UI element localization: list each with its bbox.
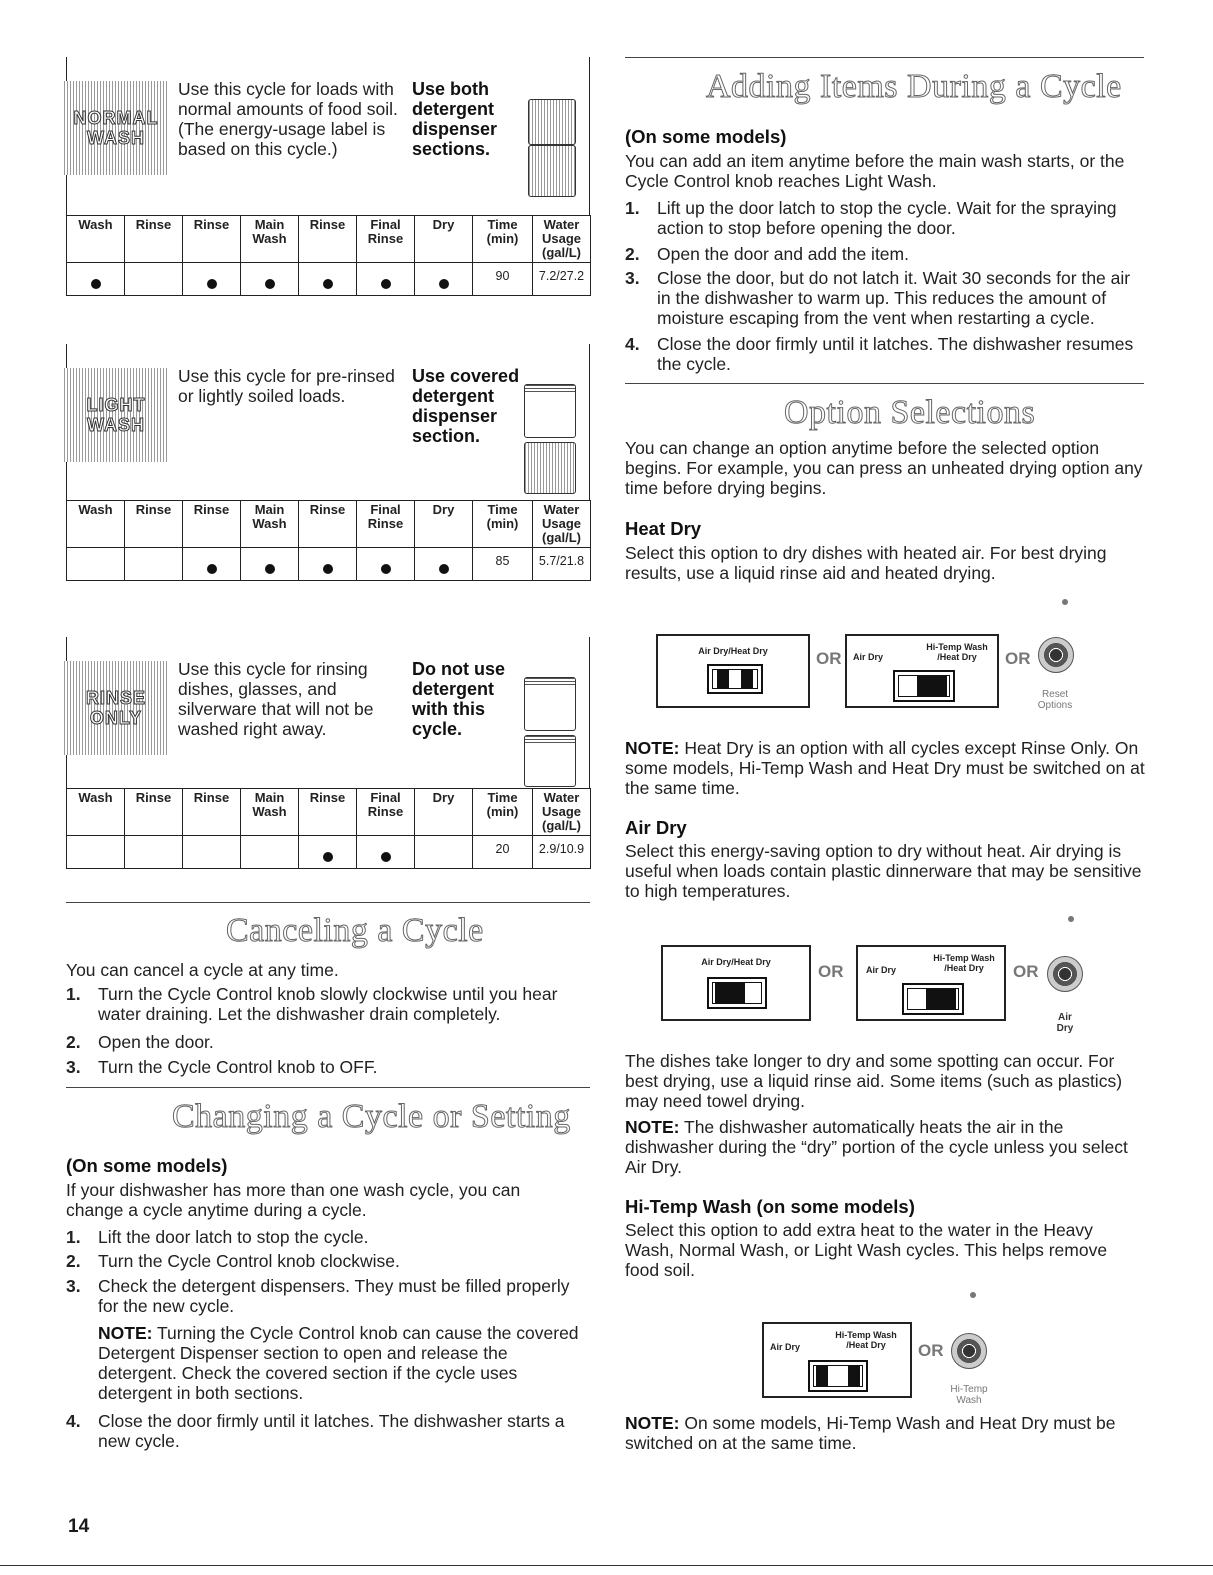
hi-temp-text: Select this option to add extra heat to the water in the Heavy Wash, Normal Wash, or Light Wash cycles. This helps remove food soil.: [625, 1220, 1108, 1280]
step-cell: [125, 548, 183, 581]
step-cell: [67, 836, 125, 869]
adding-step: 1. Lift up the door latch to stop the cycle. Wait for the spraying action to stop before opening the door.: [625, 198, 1117, 238]
changing-subtitle: (On some models): [66, 1155, 228, 1176]
step-dot: [207, 564, 217, 574]
step-cell: [183, 263, 241, 296]
column-header: Water Usage (gal/L): [533, 789, 591, 836]
panel-label: Air Dry/Heat Dry: [698, 646, 768, 656]
reset-options-button[interactable]: [1038, 637, 1074, 673]
changing-intro: If your dishwasher has more than one wash cycle, you can change a cycle anytime during a cycle.: [66, 1180, 521, 1220]
column-header: Dry: [415, 789, 473, 836]
toggle-switch[interactable]: [707, 977, 767, 1009]
adding-step: 4. Close the door firmly until it latches. The dishwasher resumes the cycle.: [625, 334, 1134, 374]
water-cell: [533, 548, 591, 581]
column-header: Main Wash: [241, 501, 299, 548]
button-label: Reset Options: [1037, 689, 1073, 711]
step-dot: [207, 279, 217, 289]
panel-label: Hi-Temp Wash /Heat Dry: [926, 642, 988, 662]
or-label: OR: [818, 962, 844, 981]
column-header: Rinse: [299, 501, 357, 548]
step-cell: [241, 263, 299, 296]
column-header: Rinse: [183, 501, 241, 548]
heat-dry-text: Select this option to dry dishes with heated air. For best drying results, use a liquid rinse aid and heated drying.: [625, 543, 1107, 583]
column-header: Rinse: [125, 789, 183, 836]
or-label: OR: [1013, 962, 1039, 981]
cycle-badge-label: LIGHT: [86, 395, 146, 415]
step-cell: [415, 836, 473, 869]
canceling-step: 3. Turn the Cycle Control knob to OFF.: [66, 1057, 378, 1077]
step-dot: [439, 564, 449, 574]
column-header: Rinse: [299, 216, 357, 263]
canceling-step: 1. Turn the Cycle Control knob slowly clockwise until you hear water draining. Let the dishwasher drain completely.: [66, 984, 558, 1024]
column-header: Rinse: [299, 789, 357, 836]
step-dot: [265, 279, 275, 289]
air-dry-note: NOTE: The dishwasher automatically heats the air in the dishwasher during the “dry” portion of the cycle unless you select Air Dry.: [625, 1117, 1128, 1177]
step-cell: [67, 263, 125, 296]
column-header: Dry: [415, 501, 473, 548]
step-cell: [357, 836, 415, 869]
step-cell: [299, 548, 357, 581]
toggle-switch[interactable]: [893, 670, 955, 702]
hi-temp-heading: Hi-Temp Wash (on some models): [625, 1196, 915, 1217]
adding-subtitle: (On some models): [625, 126, 787, 147]
water-cell: [533, 836, 591, 869]
toggle-switch[interactable]: [902, 983, 964, 1015]
air-dry-text-2: The dishes take longer to dry and some spotting can occur. For best drying, use a liquid rinse aid. Some items (such as plastics) may need towel drying.: [625, 1051, 1123, 1111]
detergent-dispenser-icon: [528, 145, 576, 197]
cycle-badge-label: WASH: [87, 415, 145, 435]
adding-step: 2. Open the door and add the item.: [625, 244, 909, 264]
or-label: OR: [816, 649, 842, 668]
canceling-step: 2. Open the door.: [66, 1032, 214, 1052]
column-header: Rinse: [183, 216, 241, 263]
step-cell: [241, 836, 299, 869]
divider: [66, 902, 590, 903]
panel-label: Air Dry: [866, 965, 897, 975]
rule: [589, 344, 590, 500]
toggle-switch[interactable]: [808, 1360, 868, 1392]
step-cell: [125, 836, 183, 869]
button-label: Hi-Temp Wash: [950, 1384, 988, 1406]
time-value: 20: [495, 842, 510, 856]
water-cell: [533, 263, 591, 296]
column-header: Water Usage (gal/L): [533, 501, 591, 548]
button-label: Air Dry: [1056, 1012, 1074, 1034]
column-header: Time (min): [473, 216, 533, 263]
bottom-rule: [0, 1565, 1213, 1566]
water-value: 5.7/21.8: [538, 554, 585, 568]
divider: [625, 383, 1144, 384]
bullet-dot: [1068, 916, 1074, 922]
air-dry-heading: Air Dry: [625, 817, 687, 838]
column-header: Main Wash: [241, 216, 299, 263]
column-header: Rinse: [125, 501, 183, 548]
adding-step: 3. Close the door, but do not latch it. Wait 30 seconds for the air in the dishwasher to warm up. This reduces the amount of moisture escaping from the vent when restarting a cycle.: [625, 268, 1131, 328]
step-dot: [265, 564, 275, 574]
air-dry-heat-dry-panel: [656, 634, 810, 708]
changing-heading: Changing a Cycle or Setting: [172, 1098, 571, 1135]
step-cell: [357, 548, 415, 581]
panel-label: Air Dry: [853, 652, 884, 662]
divider: [66, 1087, 590, 1088]
step-cell: [299, 263, 357, 296]
panel-label: Air Dry/Heat Dry: [701, 957, 771, 967]
panel-label: Air Dry: [770, 1342, 801, 1352]
page-number: 14: [68, 1516, 90, 1537]
changing-step: 4. Close the door firmly until it latches. The dishwasher starts a new cycle.: [66, 1411, 565, 1451]
cycle-badge-label: NORMAL: [73, 108, 159, 128]
options-heading: Option Selections: [784, 394, 1036, 431]
changing-step: 3. Check the detergent dispensers. They must be filled properly for the new cycle.: [66, 1276, 570, 1316]
detergent-dispenser-icon: [524, 735, 576, 787]
time-cell: [473, 836, 533, 869]
adding-intro: You can add an item anytime before the main wash starts, or the Cycle Control knob reaches Light Wash.: [625, 151, 1125, 191]
column-header: Wash: [67, 789, 125, 836]
detergent-instruction: Use covered detergent dispenser section.: [412, 366, 520, 446]
cycle-description: Use this cycle for pre-rinsed or lightly soiled loads.: [178, 366, 395, 406]
cycle-badge: [64, 81, 168, 175]
or-label: OR: [1005, 649, 1031, 668]
hi-temp-wash-button[interactable]: [951, 1333, 987, 1369]
rule: [589, 637, 590, 788]
step-cell: [183, 836, 241, 869]
column-header: Final Rinse: [357, 789, 415, 836]
step-dot: [381, 852, 391, 862]
column-header: Rinse: [125, 216, 183, 263]
heat-dry-note: NOTE: Heat Dry is an option with all cycles except Rinse Only. On some models, Hi-Temp Wash and Heat Dry must be switched on at the same time.: [625, 738, 1145, 798]
cycle-badge: [64, 661, 168, 755]
step-dot: [323, 852, 333, 862]
hi-temp-heat-dry-panel: [845, 634, 999, 708]
column-header: Wash: [67, 216, 125, 263]
time-cell: [473, 263, 533, 296]
detergent-instruction: Do not use detergent with this cycle.: [412, 659, 505, 739]
or-label: OR: [918, 1341, 944, 1360]
changing-step: 2. Turn the Cycle Control knob clockwise.: [66, 1251, 400, 1271]
cycle-steps-table: [66, 500, 591, 581]
column-header: Water Usage (gal/L): [533, 216, 591, 263]
cycle-steps-table: [66, 215, 591, 296]
toggle-switch[interactable]: [707, 664, 763, 694]
time-value: 85: [495, 554, 510, 568]
canceling-intro: You can cancel a cycle at any time.: [66, 960, 339, 980]
air-dry-button[interactable]: [1047, 956, 1083, 992]
step-cell: [183, 548, 241, 581]
column-header: Wash: [67, 501, 125, 548]
options-intro: You can change an option anytime before the selected option begins. For example, you can press an unheated drying option any time before drying begins.: [625, 438, 1143, 498]
panel-label: Hi-Temp Wash /Heat Dry: [835, 1330, 897, 1350]
step-cell: [125, 263, 183, 296]
column-header: Time (min): [473, 501, 533, 548]
cycle-block: [66, 344, 590, 584]
water-value: 7.2/27.2: [538, 269, 585, 283]
column-header: Main Wash: [241, 789, 299, 836]
step-cell: [357, 263, 415, 296]
step-cell: [67, 548, 125, 581]
column-header: Dry: [415, 216, 473, 263]
adding-heading: Adding Items During a Cycle: [706, 68, 1122, 105]
step-cell: [299, 836, 357, 869]
cycle-badge-label: ONLY: [89, 708, 143, 728]
water-value: 2.9/10.9: [538, 842, 585, 856]
cycle-description: Use this cycle for rinsing dishes, glasses, and silverware that will not be washed right away.: [178, 659, 374, 739]
step-dot: [381, 279, 391, 289]
hi-temp-heat-dry-panel: [856, 945, 1006, 1021]
bullet-dot: [1062, 599, 1068, 605]
heat-dry-heading: Heat Dry: [625, 518, 702, 539]
column-header: Final Rinse: [357, 216, 415, 263]
bullet-dot: [970, 1292, 976, 1298]
step-cell: [415, 263, 473, 296]
cycle-description: Use this cycle for loads with normal amounts of food soil. (The energy-usage label is based on this cycle.): [178, 79, 398, 159]
air-dry-heat-dry-panel: [661, 945, 811, 1021]
cycle-block: [66, 637, 590, 877]
detergent-dispenser-icon: [524, 442, 576, 494]
step-cell: [415, 548, 473, 581]
changing-step: 1. Lift the door latch to stop the cycle.: [66, 1227, 369, 1247]
air-dry-text: Select this energy-saving option to dry without heat. Air drying is useful when loads contain plastic dinnerware that may be sensitive to high temperatures.: [625, 841, 1142, 901]
hi-temp-note: NOTE: On some models, Hi-Temp Wash and Heat Dry must be switched on at the same time.: [625, 1413, 1116, 1453]
time-value: 90: [495, 269, 510, 283]
divider: [625, 57, 1144, 58]
canceling-heading: Canceling a Cycle: [226, 912, 484, 949]
step-dot: [381, 564, 391, 574]
rule: [589, 57, 590, 215]
panel-label: Hi-Temp Wash /Heat Dry: [933, 953, 995, 973]
step-dot: [439, 279, 449, 289]
detergent-dispenser-icon: [528, 99, 576, 145]
time-cell: [473, 548, 533, 581]
cycle-badge: [64, 368, 168, 462]
column-header: Rinse: [183, 789, 241, 836]
step-dot: [323, 564, 333, 574]
cycle-block: [66, 57, 590, 297]
column-header: Final Rinse: [357, 501, 415, 548]
step-dot: [323, 279, 333, 289]
detergent-dispenser-icon: [524, 677, 576, 731]
detergent-instruction: Use both detergent dispenser sections.: [412, 79, 498, 159]
cycle-steps-table: [66, 788, 591, 869]
step-cell: [241, 548, 299, 581]
cycle-badge-label: WASH: [87, 128, 145, 148]
step-dot: [91, 279, 101, 289]
hi-temp-heat-dry-panel: [762, 1322, 912, 1398]
changing-note: NOTE: Turning the Cycle Control knob can cause the covered Detergent Dispenser section to open and release the detergent. Check the covered section if the cycle uses detergent in both sections.: [98, 1323, 579, 1403]
cycle-badge-label: RINSE: [85, 688, 146, 708]
detergent-dispenser-icon: [524, 384, 576, 438]
column-header: Time (min): [473, 789, 533, 836]
